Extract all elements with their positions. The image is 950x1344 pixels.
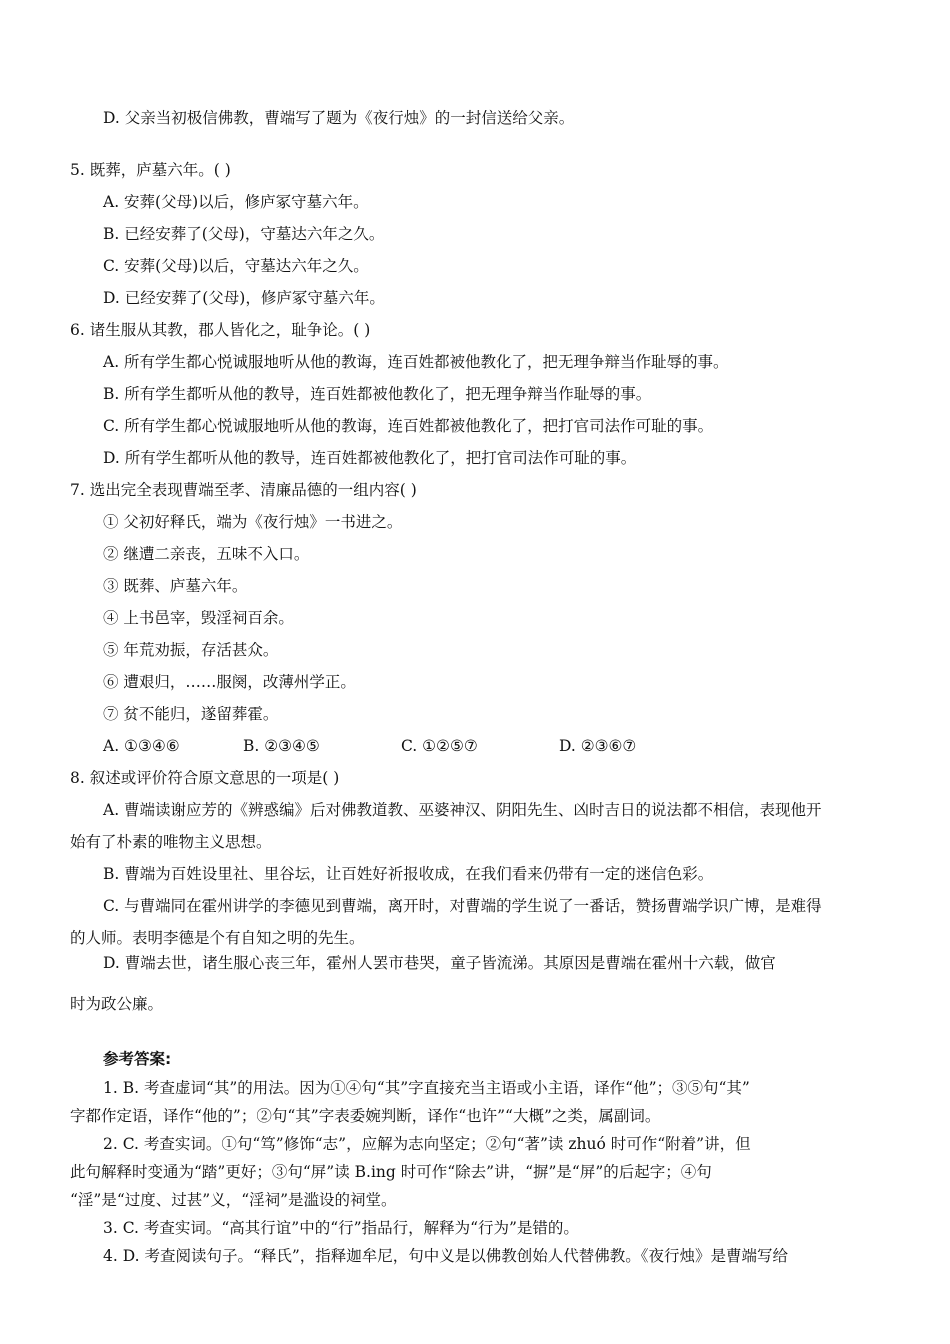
q6-stem: 6. 诸生服从其教，郡人皆化之，耻争论。( ) — [70, 321, 371, 339]
q8-option-a-line1: A. 曹端读谢应芳的《辨惑编》后对佛教道教、巫婆神汉、阴阳先生、凶时吉日的说法都不相信，表现他开 — [103, 801, 822, 819]
q7-choice-a: A. ①③④⑥ — [103, 737, 180, 755]
q7-choice-d: D. ②③⑥⑦ — [559, 737, 637, 755]
q5-option-d: D. 已经安葬了(父母)，修庐冢守墓六年。 — [103, 289, 385, 307]
q8-option-c-line1: C. 与曹端同在霍州讲学的李德见到曹端，离开时，对曹端的学生说了一番话，赞扬曹端学识广博，是难得 — [103, 897, 822, 915]
answer-1-line2: 字都作定语，译作“他的”；②句“其”字表委婉判断，译作“也许”“大概”之类，属副词。 — [70, 1107, 661, 1125]
answer-3-line1: 3. C. 考查实词。“高其行谊”中的“行”指品行，解释为“行为”是错的。 — [103, 1219, 579, 1237]
q7-stem: 7. 选出完全表现曹端至孝、清廉品德的一组内容( ) — [70, 481, 417, 499]
answer-2-line2: 此句解释时变通为“踏”更好；③句“屏”读 B.ing 时可作“除去”讲，“摒”是“屏”的后起字；④句 — [70, 1163, 712, 1181]
q7-item-2: ② 继遭二亲丧，五味不入口。 — [103, 545, 310, 563]
q7-item-7: ⑦ 贫不能归，遂留葬霍。 — [103, 705, 279, 723]
q8-stem: 8. 叙述或评价符合原文意思的一项是( ) — [70, 769, 340, 787]
q5-option-a: A. 安葬(父母)以后，修庐冢守墓六年。 — [103, 193, 369, 211]
q7-item-6: ⑥ 遭艰归，……服阕，改薄州学正。 — [103, 673, 356, 691]
q8-option-d-line2: 时为政公廉。 — [70, 995, 164, 1013]
q6-option-d: D. 所有学生都听从他的教导，连百姓都被他教化了，把打官司法作可耻的事。 — [103, 449, 637, 467]
q5-stem: 5. 既葬，庐墓六年。( ) — [70, 161, 231, 179]
q8-option-c-line2: 的人师。表明李德是个有自知之明的先生。 — [70, 929, 365, 947]
q7-item-5: ⑤ 年荒劝振，存活甚众。 — [103, 641, 279, 659]
q7-item-1: ① 父初好释氏，端为《夜行烛》一书进之。 — [103, 513, 403, 531]
answer-2-line1: 2. C. 考查实词。①句“笃”修饰“志”，应解为志向坚定；②句“著”读 zhuó 时可作“附着”讲，但 — [103, 1135, 751, 1153]
q8-option-b-line1: B. 曹端为百姓设里社、里谷坛，让百姓好祈报收成，在我们看来仍带有一定的迷信色彩。 — [103, 865, 714, 883]
q6-option-b: B. 所有学生都听从他的教导，连百姓都被他教化了，把无理争辩当作耻辱的事。 — [103, 385, 652, 403]
q5-option-b: B. 已经安葬了(父母)，守墓达六年之久。 — [103, 225, 385, 243]
q7-choices — [103, 736, 636, 756]
q4-option-d: D. 父亲当初极信佛教，曹端写了题为《夜行烛》的一封信送给父亲。 — [103, 109, 575, 127]
answer-4-line1: 4. D. 考查阅读句子。“释氏”，指释迦牟尼，句中义是以佛教创始人代替佛教。《夜行烛》是曹端写给 — [103, 1247, 789, 1265]
q7-item-4: ④ 上书邑宰，毁淫祠百余。 — [103, 609, 294, 627]
q6-option-c: C. 所有学生都心悦诚服地听从他的教诲，连百姓都被他教化了，把打官司法作可耻的事。 — [103, 417, 714, 435]
q5-option-c: C. 安葬(父母)以后，守墓达六年之久。 — [103, 257, 369, 275]
answer-2-line3: “淫”是“过度、过甚”义，“淫祠”是滥设的祠堂。 — [70, 1191, 397, 1209]
q6-option-a: A. 所有学生都心悦诚服地听从他的教诲，连百姓都被他教化了，把无理争辩当作耻辱的事。 — [103, 353, 729, 371]
q8-option-d-line1: D. 曹端去世，诸生服心丧三年，霍州人罢市巷哭，童子皆流涕。其原因是曹端在霍州十六载，做官 — [103, 954, 776, 972]
q7-item-3: ③ 既葬、庐墓六年。 — [103, 577, 248, 595]
q8-option-a-line2: 始有了朴素的唯物主义思想。 — [70, 833, 272, 851]
answer-1-line1: 1. B. 考查虚词“其”的用法。因为①④句“其”字直接充当主语或小主语，译作“他”；③⑤句“其” — [103, 1079, 750, 1097]
answers-heading: 参考答案: — [103, 1050, 172, 1068]
q7-choice-c: C. ①②⑤⑦ — [401, 737, 478, 755]
q7-choice-b: B. ②③④⑤ — [243, 737, 320, 755]
